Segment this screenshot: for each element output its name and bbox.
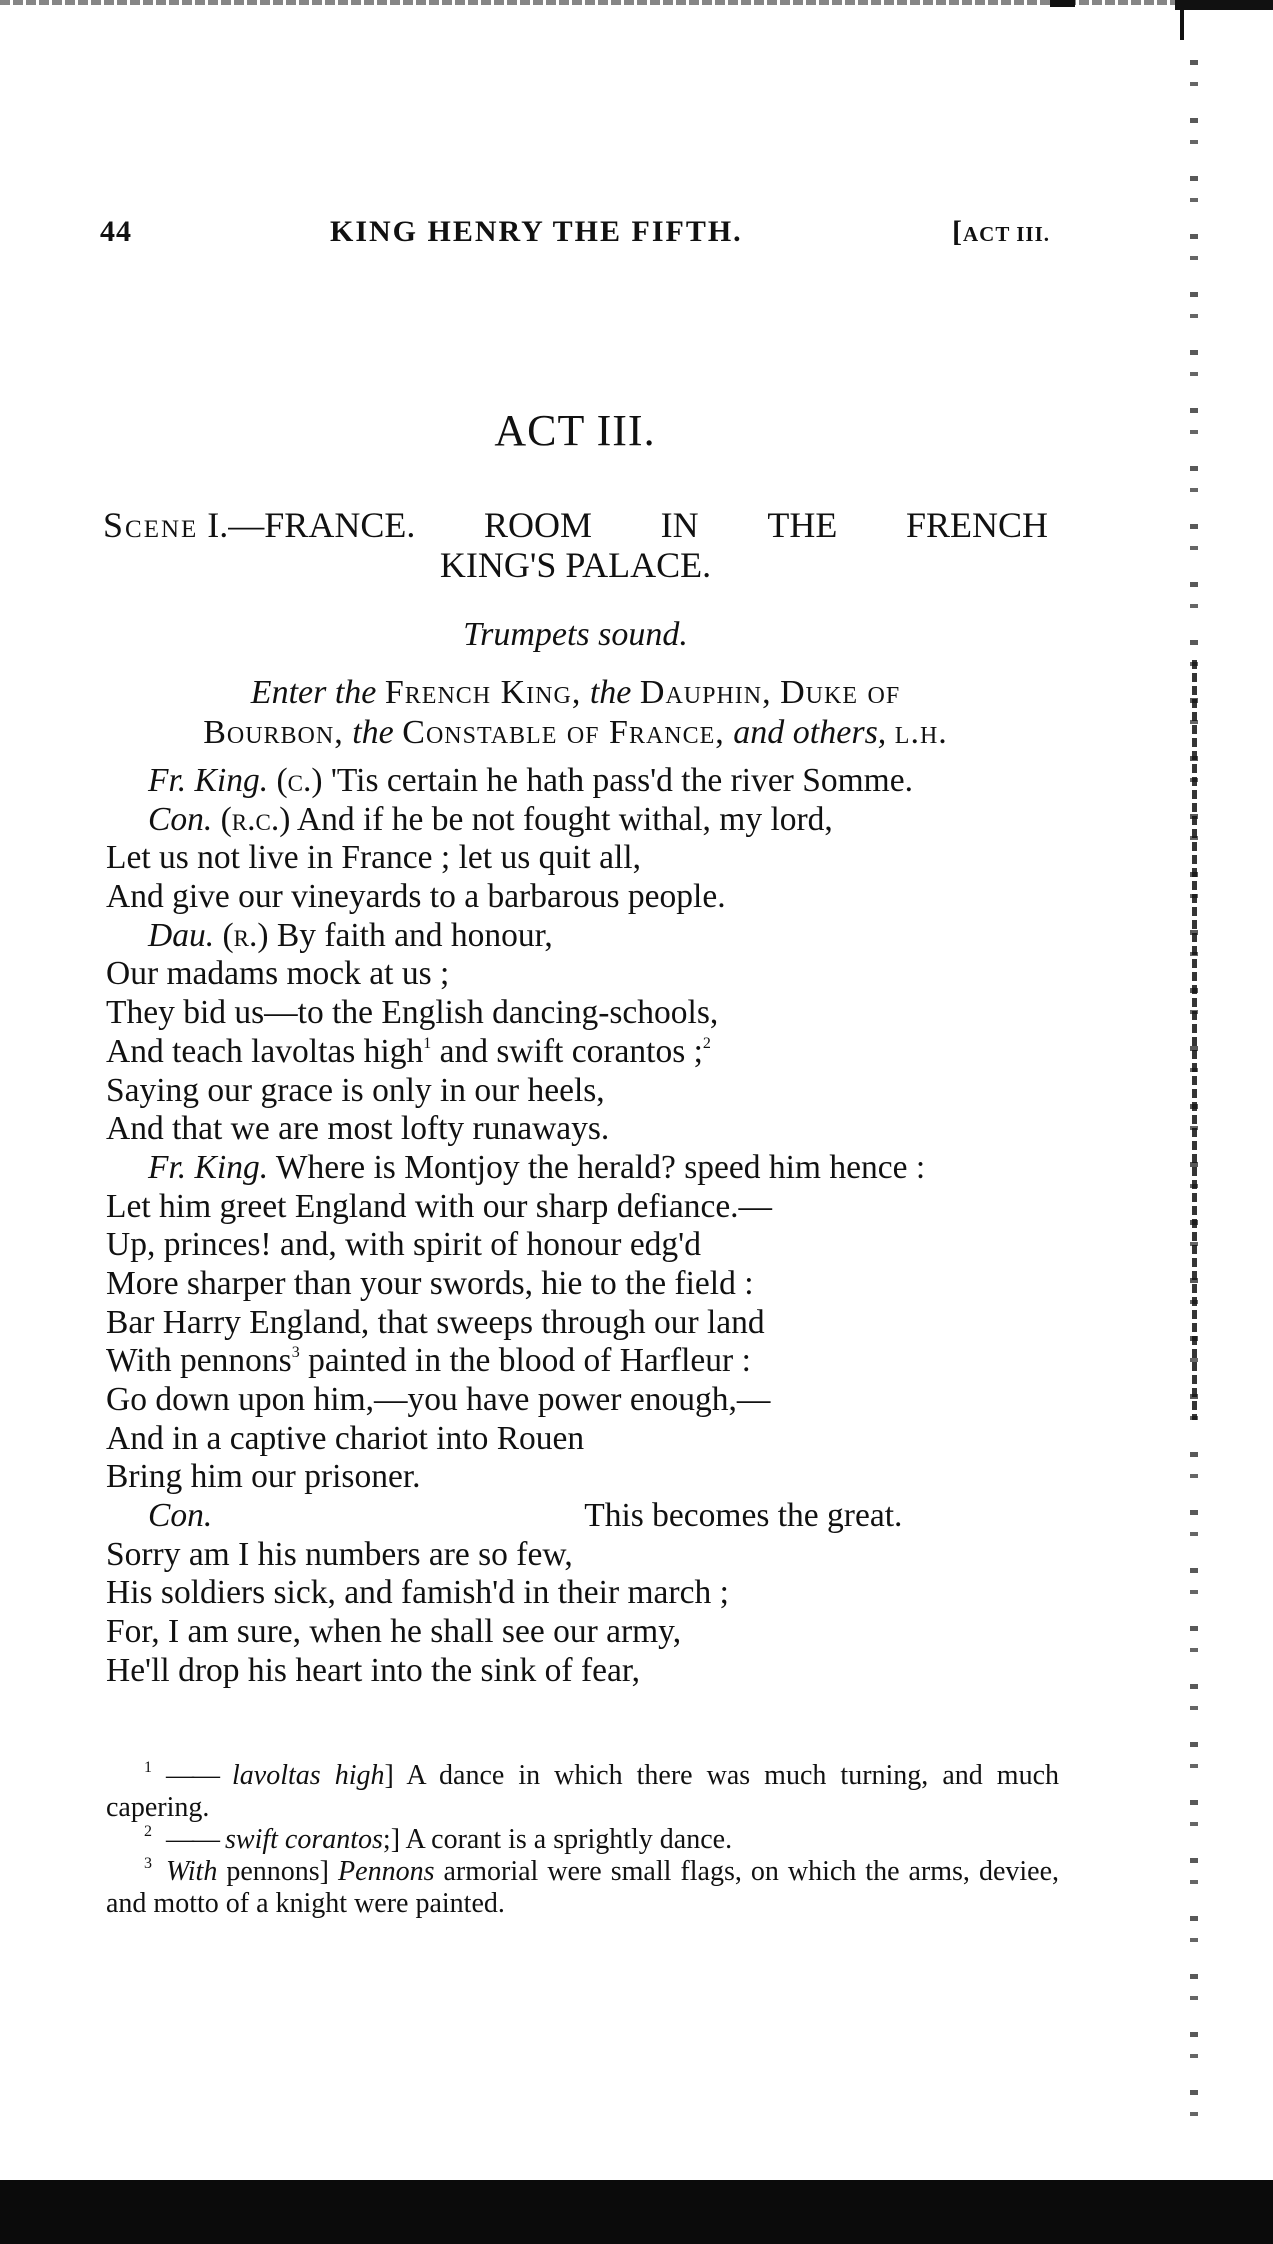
verse-line: Bring him our prisoner. [106,1458,421,1496]
speaker-name: Fr. King. [148,1148,269,1186]
verse-line: Fr. King. (c.) 'Tis certain he hath pass'd the river Somme. [148,762,913,799]
act-title: ACT III. [494,406,656,455]
speaker-name: Fr. King. [148,762,269,799]
running-header [100,215,1050,265]
scan-mark [1050,0,1075,7]
scan-corner-mark [1175,0,1273,10]
enter-line-1: Enter the French King, the Dauphin, Duke of [250,674,901,711]
verse-line: Our madams mock at us ; [106,955,450,993]
footnote-ref: 1 [423,1034,432,1052]
verse-line: And teach lavoltas high$^1$ and swift corantos ;$^2$ [106,1032,711,1070]
footnotes [106,1760,1059,1920]
verse-line: Go down upon him,—you have power enough,— [106,1381,771,1418]
act-reference: [ACT III. [952,215,1050,248]
scan-right-edge-shadow [1192,660,1197,1420]
speaker-name: Con. [148,1497,213,1535]
verse-line: And give our vineyards to a barbarous people. [106,878,726,916]
scene-heading [103,505,1048,585]
speaker-name: Dau. [148,916,215,954]
verse-line: With pennons$^3$ painted in the blood of Harfleur : [106,1342,751,1380]
page-number: 44 [100,215,132,248]
footnote-term: lavoltas high [232,1760,385,1791]
scene-heading-line-2: KING'S PALACE. [439,545,712,585]
verse-line: Let us not live in France ; let us quit all, [106,839,641,877]
footnote-ref: 2 [702,1034,711,1052]
verse-line: Saying our grace is only in our heels, [106,1071,605,1109]
verse-line: Let him greet England with our sharp defiance.— [106,1187,773,1225]
verse-line: They bid us—to the English dancing-schools, [106,994,719,1032]
footnote: $^2$ —— swift corantos;] A corant is a sprightly dance. [144,1823,733,1855]
verse-line: His soldiers sick, and famish'd in their march ; [106,1574,729,1612]
stage-direction-enter [103,673,1048,753]
footnote-term: swift corantos [225,1824,383,1855]
verse-line: Con. This becomes the great. [148,1497,903,1535]
scene-heading-line-1: Scene I.—FRANCE. ROOM IN THE FRENCH [103,505,1048,545]
verse-line: Sorry am I his numbers are so few, [106,1535,573,1573]
verse-line: More sharper than your swords, hie to the field : [106,1264,754,1302]
footnote-ref: 3 [291,1344,300,1362]
footnote-term: With [166,1856,218,1887]
verse-line: And that we are most lofty runaways. [106,1110,610,1148]
verse-line: And in a captive chariot into Rouen [106,1419,585,1457]
enter-line-2: Bourbon, the Constable of France, and others, l.h. [203,714,948,751]
act-reference-text: ACT III. [963,222,1050,246]
verse-line: Fr. King. Where is Montjoy the herald? speed him hence : [148,1148,926,1186]
scene-label: Scene [103,505,199,545]
scan-bottom-border [0,2180,1273,2244]
verse-line: Up, princes! and, with spirit of honour edg'd [106,1226,701,1264]
verse-line: He'll drop his heart into the sink of fear, [106,1651,641,1689]
speaker-name: Con. [148,800,213,838]
verse-line: Dau. (r.) By faith and honour, [148,916,553,954]
verse-block [106,762,1066,1691]
running-title: KING HENRY THE FIFTH. [330,215,743,248]
scan-top-edge [0,0,1273,5]
verse-line: For, I am sure, when he shall see our army, [106,1613,682,1651]
verse-line: Con. (r.c.) And if he be not fought withal, my lord, [148,800,833,838]
scan-corner-tick [1180,0,1184,40]
footnote: $^1$ —— lavoltas high] A dance in which there was much turning, and much capering. [106,1759,1059,1823]
stage-direction-trumpets: Trumpets sound. [463,616,688,653]
verse-line: Bar Harry England, that sweeps through our land [106,1303,765,1341]
footnote: $^3$ With pennons] Pennons armorial were small flags, on which the arms, deviee, and motto of a knight were painted. [106,1855,1060,1919]
